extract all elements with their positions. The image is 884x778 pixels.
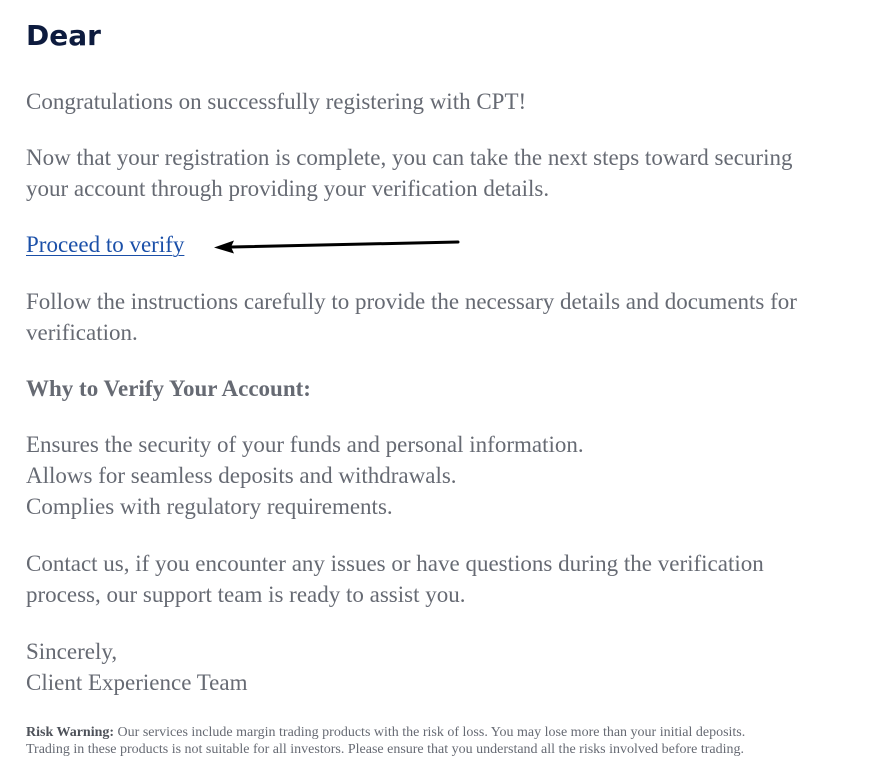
next-steps-line: Now that your registration is complete, you can take the next steps toward securing [26,145,793,170]
team-name: Client Experience Team [26,670,248,695]
benefits-list [26,429,876,522]
risk-warning-label: Risk Warning: [26,725,115,740]
intro-paragraph: Congratulations on successfully registering with CPT! [26,89,527,114]
next-steps-line: your account through providing your verification details. [26,176,550,201]
proceed-to-verify-link[interactable]: Proceed to verify [26,232,185,257]
contact-paragraph [26,548,876,610]
sign-off: Sincerely, [26,639,118,664]
risk-warning [26,724,876,758]
benefit-item: Ensures the security of your funds and personal information. [26,432,584,457]
instructions-line: Follow the instructions carefully to provide the necessary details and documents for [26,289,797,314]
signature [26,636,876,698]
next-steps-paragraph [26,142,876,204]
contact-line: process, our support team is ready to assist you. [26,582,466,607]
why-verify-heading: Why to Verify Your Account: [26,376,311,401]
benefit-item: Complies with regulatory requirements. [26,494,393,519]
instructions-line: verification. [26,320,138,345]
benefit-item: Allows for seamless deposits and withdrawals. [26,463,457,488]
risk-warning-text: Trading in these products is not suitable for all investors. Please ensure that you understand all the risks involved before trading. [26,742,745,757]
risk-warning-text: Our services include margin trading products with the risk of loss. You may lose more than your initial deposits. [114,725,746,740]
left-arrow-icon [212,234,462,258]
contact-line: Contact us, if you encounter any issues or have questions during the verification [26,551,764,576]
greeting-heading: Dear [26,19,101,52]
instructions-paragraph [26,286,876,348]
